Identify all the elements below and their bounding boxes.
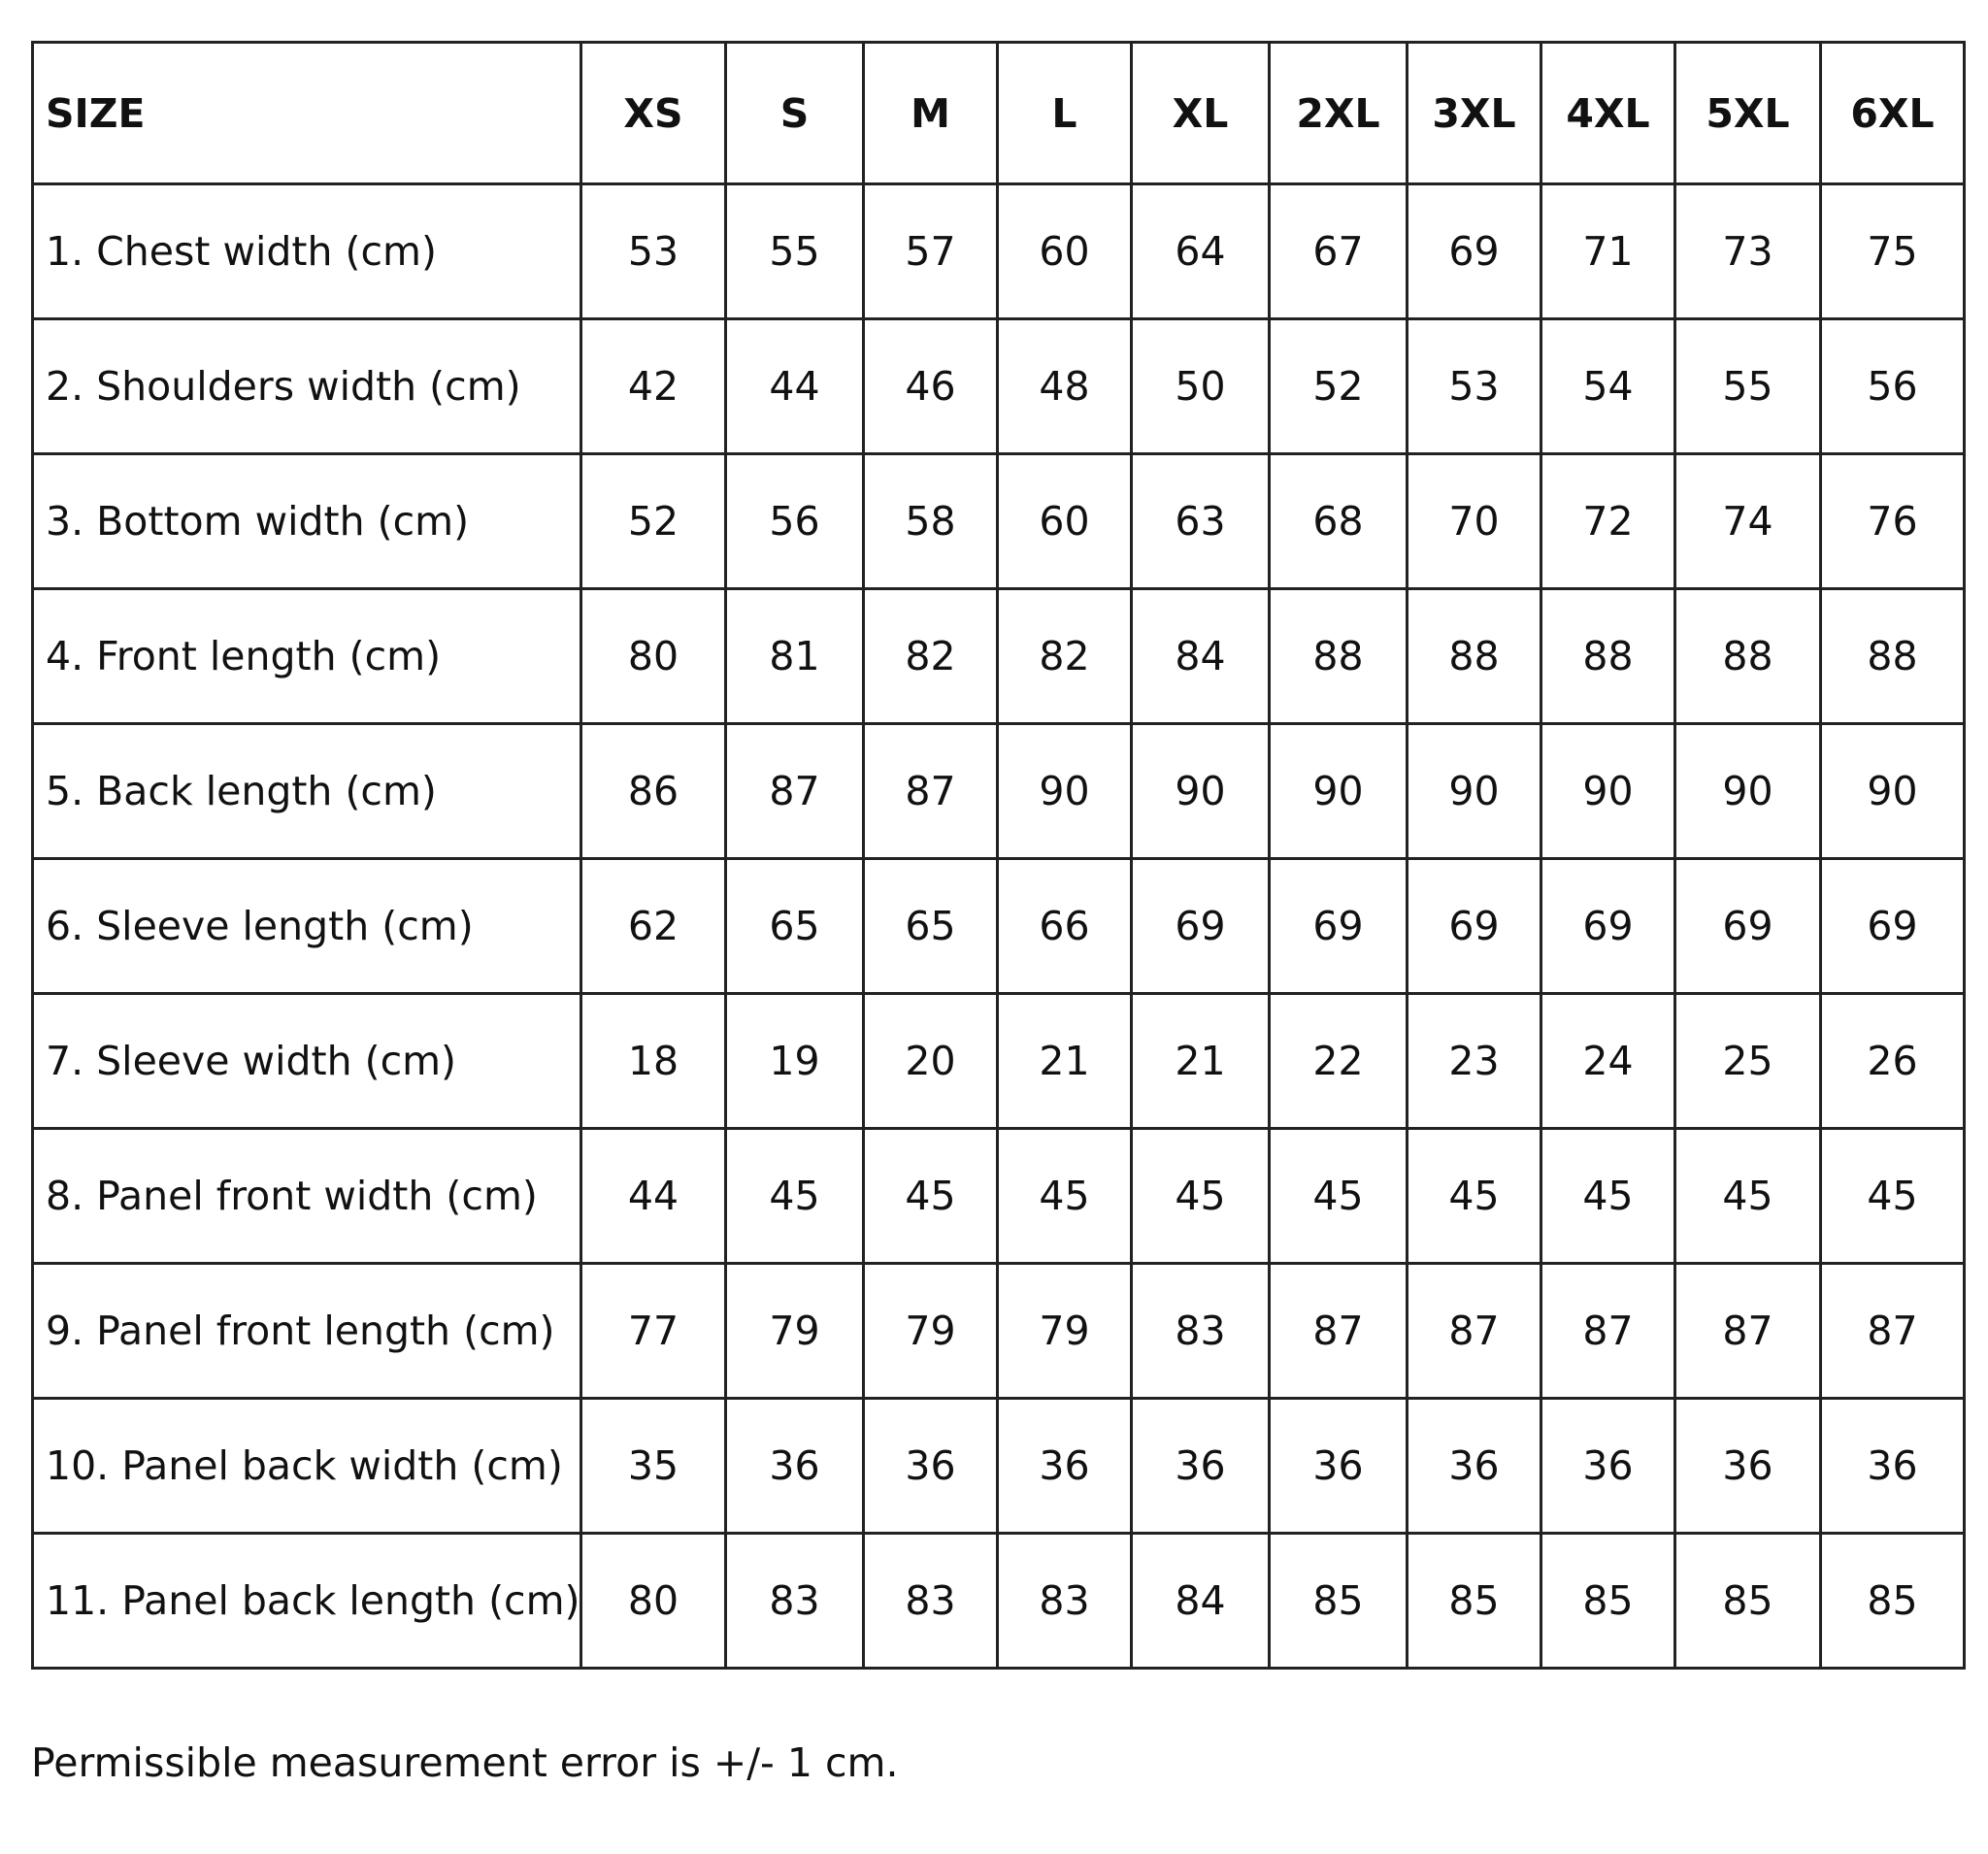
measurement-value: 83: [998, 1534, 1132, 1669]
measurement-value: 64: [1132, 184, 1270, 319]
measurement-value: 82: [864, 589, 998, 724]
size-header-5xl: 5XL: [1675, 43, 1821, 184]
measurement-value: 60: [998, 454, 1132, 589]
size-header-4xl: 4XL: [1541, 43, 1675, 184]
measurement-value: 46: [864, 319, 998, 454]
measurement-value: 36: [1408, 1399, 1541, 1534]
measurement-label: 4. Front length (cm): [33, 589, 581, 724]
measurement-value: 36: [1132, 1399, 1270, 1534]
measurement-value: 87: [1821, 1264, 1965, 1399]
measurement-value: 85: [1541, 1534, 1675, 1669]
measurement-value: 21: [998, 994, 1132, 1129]
header-row: [33, 43, 1965, 184]
measurement-value: 44: [726, 319, 864, 454]
measurement-value: 72: [1541, 454, 1675, 589]
measurement-value: 36: [726, 1399, 864, 1534]
measurement-value: 23: [1408, 994, 1541, 1129]
size-header-2xl: 2XL: [1270, 43, 1408, 184]
measurement-error-note: Permissible measurement error is +/- 1 cm.: [31, 1739, 899, 1786]
measurement-value: 55: [1675, 319, 1821, 454]
measurement-value: 24: [1541, 994, 1675, 1129]
measurement-value: 60: [998, 184, 1132, 319]
measurement-value: 21: [1132, 994, 1270, 1129]
size-header-label: SIZE: [33, 43, 581, 184]
measurement-value: 88: [1541, 589, 1675, 724]
measurement-value: 90: [1821, 724, 1965, 859]
measurement-value: 87: [1675, 1264, 1821, 1399]
measurement-value: 90: [998, 724, 1132, 859]
measurement-value: 45: [1408, 1129, 1541, 1264]
measurement-label: 9. Panel front length (cm): [33, 1264, 581, 1399]
measurement-value: 18: [581, 994, 726, 1129]
measurement-value: 56: [726, 454, 864, 589]
measurement-label: 6. Sleeve length (cm): [33, 859, 581, 994]
measurement-value: 83: [726, 1534, 864, 1669]
measurement-value: 36: [1270, 1399, 1408, 1534]
measurement-value: 54: [1541, 319, 1675, 454]
measurement-value: 19: [726, 994, 864, 1129]
measurement-label: 7. Sleeve width (cm): [33, 994, 581, 1129]
measurement-value: 84: [1132, 1534, 1270, 1669]
measurement-value: 79: [998, 1264, 1132, 1399]
measurement-value: 86: [581, 724, 726, 859]
table-row: [33, 1534, 1965, 1669]
measurement-value: 25: [1675, 994, 1821, 1129]
measurement-value: 82: [998, 589, 1132, 724]
measurement-value: 73: [1675, 184, 1821, 319]
measurement-value: 53: [1408, 319, 1541, 454]
size-header-s: S: [726, 43, 864, 184]
table-body: [33, 184, 1965, 1669]
size-header-l: L: [998, 43, 1132, 184]
measurement-value: 85: [1408, 1534, 1541, 1669]
measurement-value: 74: [1675, 454, 1821, 589]
measurement-value: 70: [1408, 454, 1541, 589]
measurement-value: 90: [1132, 724, 1270, 859]
measurement-value: 48: [998, 319, 1132, 454]
measurement-value: 87: [1541, 1264, 1675, 1399]
measurement-value: 80: [581, 1534, 726, 1669]
size-header-xl: XL: [1132, 43, 1270, 184]
measurement-value: 36: [1675, 1399, 1821, 1534]
measurement-value: 90: [1675, 724, 1821, 859]
table-row: [33, 589, 1965, 724]
measurement-value: 79: [726, 1264, 864, 1399]
measurement-value: 58: [864, 454, 998, 589]
measurement-value: 87: [1270, 1264, 1408, 1399]
measurement-value: 20: [864, 994, 998, 1129]
measurement-value: 85: [1675, 1534, 1821, 1669]
measurement-value: 77: [581, 1264, 726, 1399]
measurement-value: 53: [581, 184, 726, 319]
table-row: [33, 1264, 1965, 1399]
measurement-value: 87: [1408, 1264, 1541, 1399]
measurement-value: 83: [1132, 1264, 1270, 1399]
measurement-value: 80: [581, 589, 726, 724]
table-row: [33, 724, 1965, 859]
measurement-value: 87: [726, 724, 864, 859]
measurement-value: 62: [581, 859, 726, 994]
measurement-value: 83: [864, 1534, 998, 1669]
table-row: [33, 1129, 1965, 1264]
measurement-value: 65: [726, 859, 864, 994]
measurement-value: 69: [1270, 859, 1408, 994]
measurement-value: 67: [1270, 184, 1408, 319]
measurement-value: 45: [726, 1129, 864, 1264]
measurement-value: 69: [1132, 859, 1270, 994]
measurement-value: 88: [1821, 589, 1965, 724]
measurement-value: 45: [998, 1129, 1132, 1264]
table-row: [33, 454, 1965, 589]
measurement-value: 90: [1270, 724, 1408, 859]
measurement-value: 69: [1541, 859, 1675, 994]
measurement-value: 79: [864, 1264, 998, 1399]
measurement-value: 69: [1408, 184, 1541, 319]
measurement-value: 88: [1270, 589, 1408, 724]
measurement-value: 90: [1408, 724, 1541, 859]
measurement-label: 2. Shoulders width (cm): [33, 319, 581, 454]
table-row: [33, 1399, 1965, 1534]
size-chart-table: [31, 41, 1966, 1670]
measurement-value: 22: [1270, 994, 1408, 1129]
measurement-value: 42: [581, 319, 726, 454]
measurement-value: 69: [1675, 859, 1821, 994]
measurement-value: 35: [581, 1399, 726, 1534]
measurement-label: 3. Bottom width (cm): [33, 454, 581, 589]
measurement-value: 68: [1270, 454, 1408, 589]
measurement-value: 63: [1132, 454, 1270, 589]
measurement-value: 69: [1821, 859, 1965, 994]
table-row: [33, 859, 1965, 994]
measurement-value: 85: [1821, 1534, 1965, 1669]
size-header-m: M: [864, 43, 998, 184]
measurement-label: 5. Back length (cm): [33, 724, 581, 859]
measurement-value: 69: [1408, 859, 1541, 994]
measurement-value: 55: [726, 184, 864, 319]
measurement-value: 90: [1541, 724, 1675, 859]
measurement-value: 52: [1270, 319, 1408, 454]
measurement-label: 10. Panel back width (cm): [33, 1399, 581, 1534]
measurement-value: 45: [864, 1129, 998, 1264]
table-row: [33, 319, 1965, 454]
measurement-value: 76: [1821, 454, 1965, 589]
measurement-value: 50: [1132, 319, 1270, 454]
measurement-value: 45: [1132, 1129, 1270, 1264]
measurement-value: 84: [1132, 589, 1270, 724]
measurement-value: 36: [864, 1399, 998, 1534]
measurement-value: 45: [1675, 1129, 1821, 1264]
measurement-value: 57: [864, 184, 998, 319]
measurement-value: 45: [1270, 1129, 1408, 1264]
measurement-label: 1. Chest width (cm): [33, 184, 581, 319]
measurement-label: 8. Panel front width (cm): [33, 1129, 581, 1264]
size-header-3xl: 3XL: [1408, 43, 1541, 184]
measurement-value: 45: [1821, 1129, 1965, 1264]
size-header-6xl: 6XL: [1821, 43, 1965, 184]
measurement-value: 52: [581, 454, 726, 589]
measurement-value: 81: [726, 589, 864, 724]
measurement-value: 87: [864, 724, 998, 859]
measurement-value: 75: [1821, 184, 1965, 319]
measurement-value: 66: [998, 859, 1132, 994]
measurement-value: 88: [1408, 589, 1541, 724]
measurement-label: 11. Panel back length (cm): [33, 1534, 581, 1669]
measurement-value: 88: [1675, 589, 1821, 724]
measurement-value: 65: [864, 859, 998, 994]
measurement-value: 36: [998, 1399, 1132, 1534]
measurement-value: 45: [1541, 1129, 1675, 1264]
table-row: [33, 994, 1965, 1129]
measurement-value: 71: [1541, 184, 1675, 319]
measurement-value: 26: [1821, 994, 1965, 1129]
table-row: [33, 184, 1965, 319]
measurement-value: 44: [581, 1129, 726, 1264]
measurement-value: 56: [1821, 319, 1965, 454]
measurement-value: 85: [1270, 1534, 1408, 1669]
measurement-value: 36: [1821, 1399, 1965, 1534]
measurement-value: 36: [1541, 1399, 1675, 1534]
size-header-xs: XS: [581, 43, 726, 184]
